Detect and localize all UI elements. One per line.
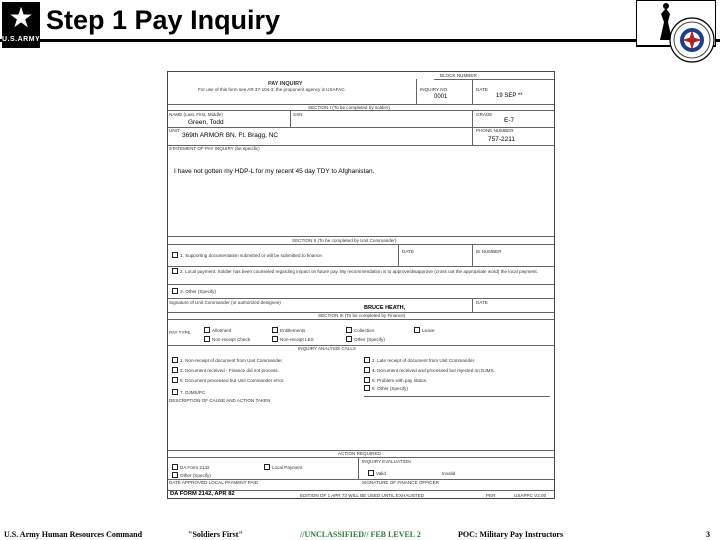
eval-valid: Valid bbox=[376, 471, 386, 476]
checkbox-analysis-1[interactable] bbox=[172, 357, 178, 363]
divider bbox=[168, 457, 554, 458]
page-title: Step 1 Pay Inquiry bbox=[46, 5, 281, 35]
star-icon: ★ bbox=[8, 1, 34, 34]
checkbox-supporting-docs[interactable] bbox=[172, 252, 178, 258]
block-number-label: BLOCK NUMBER bbox=[440, 73, 477, 78]
date3-label: DATE bbox=[476, 300, 488, 305]
footer-classification: //UNCLASSIFIED// FEB LEVEL 2 bbox=[300, 530, 421, 539]
checkbox-eval-valid[interactable] bbox=[368, 470, 374, 476]
divider bbox=[168, 266, 554, 267]
divider bbox=[168, 110, 554, 111]
grade-value: E-7 bbox=[504, 117, 515, 124]
analysis-item3: 3. Document received - Finance did not process. bbox=[180, 368, 279, 373]
checkbox-action-other[interactable] bbox=[172, 472, 178, 478]
checkbox-collection[interactable] bbox=[346, 327, 352, 333]
name-label: NAME (Last, First, Middle) bbox=[169, 112, 223, 117]
checkbox-analysis-8[interactable] bbox=[364, 385, 370, 391]
checkbox-entitlements[interactable] bbox=[272, 327, 278, 333]
ie-number-label: IE NUMBER bbox=[476, 249, 502, 254]
action-item3: Other (Specify) bbox=[180, 473, 211, 478]
phone-label: PHONE NUMBER bbox=[476, 128, 514, 133]
checkbox-analysis-3[interactable] bbox=[172, 367, 178, 373]
section1-label: SECTION I (To be completed by soldier) bbox=[308, 105, 390, 110]
inquiry-analysis-label: INQUIRY ANALYSIS CALLS bbox=[298, 346, 356, 351]
checkbox-nonreceipt-check[interactable] bbox=[204, 336, 210, 342]
date-value: 19 SEP ** bbox=[496, 93, 523, 99]
checkbox-analysis-4[interactable] bbox=[364, 367, 370, 373]
analysis-item7: 7. DJMS/PC bbox=[180, 390, 206, 395]
option-other: Other (Specify) bbox=[354, 337, 385, 342]
checkbox-analysis-7[interactable] bbox=[172, 389, 178, 395]
divider bbox=[358, 457, 359, 479]
option-allotment: Allotment bbox=[212, 328, 232, 333]
option-leave: Leave bbox=[422, 328, 435, 333]
checkbox-analysis-2[interactable] bbox=[364, 357, 370, 363]
signature-value: BRUCE HEATH, bbox=[364, 305, 406, 311]
inquiry-label: STATEMENT OF PAY INQUIRY (be specific) bbox=[169, 146, 260, 151]
divider bbox=[168, 319, 554, 320]
form-number: DA FORM 2142, APR 82 bbox=[170, 491, 235, 497]
analysis-item2: 2. Late receipt of document from Unit Commander. bbox=[372, 358, 476, 363]
action-required-label: ACTION REQUIRED bbox=[338, 451, 381, 456]
divider bbox=[472, 79, 473, 104]
inquiry-evaluation-label: INQUIRY EVALUATION bbox=[362, 459, 411, 464]
divider bbox=[398, 244, 399, 266]
option-entitlements: Entitlements bbox=[280, 328, 306, 333]
divider bbox=[472, 298, 473, 312]
option-nonreceipt-check: Non-receipt Check bbox=[212, 337, 251, 342]
checkbox-allotment[interactable] bbox=[204, 327, 210, 333]
pay-type-label: PAY TYPE bbox=[169, 330, 191, 335]
divider bbox=[168, 244, 554, 245]
name-value: Green, Todd bbox=[188, 119, 224, 126]
human-resources-command-emblem-icon bbox=[636, 0, 716, 72]
divider bbox=[472, 127, 473, 145]
checkbox-other-pay-type[interactable] bbox=[346, 336, 352, 342]
divider bbox=[364, 396, 550, 397]
pay-inquiry-form bbox=[167, 71, 555, 499]
grade-label: GRADE bbox=[476, 112, 493, 117]
sec2-item3: 3. Other (Specify) bbox=[180, 289, 216, 294]
army-star-logo bbox=[2, 2, 40, 48]
divider bbox=[434, 79, 554, 80]
analysis-item1: 1. Non-receipt of document from Unit Commander. bbox=[180, 358, 283, 363]
divider bbox=[472, 110, 473, 127]
local-payment-label: DATE APPROVED LOCAL PAYMENT PAID bbox=[169, 480, 259, 485]
form-subtitle: For use of this form see AR 37-104-3; the proponent agency is USAFAC. bbox=[198, 87, 346, 92]
inquiry-no-label: INQUIRY NO. bbox=[420, 87, 449, 92]
divider bbox=[168, 236, 554, 237]
divider bbox=[416, 79, 417, 104]
analysis-item6: 6. Problem with pay status. bbox=[372, 378, 428, 383]
checkbox-nonreceipt-les[interactable] bbox=[272, 336, 278, 342]
analysis-item8: 8. Other (Specify) bbox=[372, 386, 408, 391]
unit-value: 369th ARMOR BN, Ft. Bragg, NC bbox=[182, 132, 279, 139]
edition-note: EDITION OF 1 APR 73 WILL BE USED UNTIL EXHAUSTED bbox=[300, 493, 424, 498]
analysis-item5: 5. Document processed but Unit Commander error. bbox=[180, 378, 285, 383]
divider bbox=[290, 110, 291, 127]
form-title: PAY INQUIRY bbox=[268, 81, 303, 87]
checkbox-leave[interactable] bbox=[414, 327, 420, 333]
page-code: USAPPC V2.00 bbox=[514, 493, 547, 498]
sec2-item1: 1. Supporting documentation submitted or will be submitted to finance. bbox=[180, 253, 323, 258]
description-label: DESCRIPTION OF CAUSE AND ACTION TAKEN bbox=[169, 398, 271, 403]
phone-value: 757-2211 bbox=[488, 136, 515, 143]
divider bbox=[472, 244, 473, 266]
divider bbox=[168, 284, 554, 285]
checkbox-analysis-5[interactable] bbox=[172, 377, 178, 383]
ssn-label: SSN bbox=[293, 112, 303, 117]
date2-label: DATE bbox=[402, 249, 414, 254]
footer-org: U.S. Army Human Resources Command bbox=[4, 530, 143, 539]
inquiry-text: I have not gotten my HDP-L for my recent 45 day TDY to Afghanistan. bbox=[174, 168, 375, 175]
inquiry-no-value: 0001 bbox=[434, 94, 448, 100]
action-item2: Local Payment bbox=[272, 465, 303, 470]
army-logo-text: U.S.ARMY bbox=[2, 36, 41, 43]
eval-invalid: Invalid bbox=[442, 471, 456, 476]
section3-label: SECTION III (To be completed by Finance) bbox=[318, 313, 406, 318]
footer-motto: "Soldiers First" bbox=[188, 530, 243, 539]
checkbox-action-local-payment[interactable] bbox=[264, 464, 270, 470]
divider bbox=[168, 298, 554, 299]
per-label: PER bbox=[486, 493, 496, 498]
date-label: DATE bbox=[476, 87, 488, 92]
checkbox-action-da-form[interactable] bbox=[172, 464, 178, 470]
option-nonreceipt-les: Non-receipt LES bbox=[280, 337, 314, 342]
option-collection: Collection bbox=[354, 328, 375, 333]
signature-label: Signature of Unit Commander (or authorized designee) bbox=[169, 300, 281, 305]
section2-label: SECTION II (To be completed by Unit Commander) bbox=[292, 238, 397, 243]
checkbox-other[interactable] bbox=[172, 288, 178, 294]
divider bbox=[168, 345, 554, 346]
signature-finance-label: SIGNATURE OF FINANCE OFFICER bbox=[362, 480, 439, 485]
checkbox-local-payment[interactable] bbox=[172, 268, 178, 274]
header-rule bbox=[0, 39, 720, 42]
sec2-item2: 2. Local payment. Soldier has been counseled regarding impact on future pay. My recommendation is to approve/disapprove (cross out the appropriate word) the local payment. bbox=[180, 269, 538, 274]
analysis-item4: 4. Document received and processed but rejected on DJMS. bbox=[372, 368, 495, 373]
action-item1: DA Form 2142 bbox=[180, 465, 210, 470]
unit-label: UNIT bbox=[169, 128, 180, 133]
checkbox-analysis-6[interactable] bbox=[364, 377, 370, 383]
page-number: 3 bbox=[706, 530, 710, 539]
footer-poc: POC: Military Pay Instructors bbox=[458, 530, 564, 539]
